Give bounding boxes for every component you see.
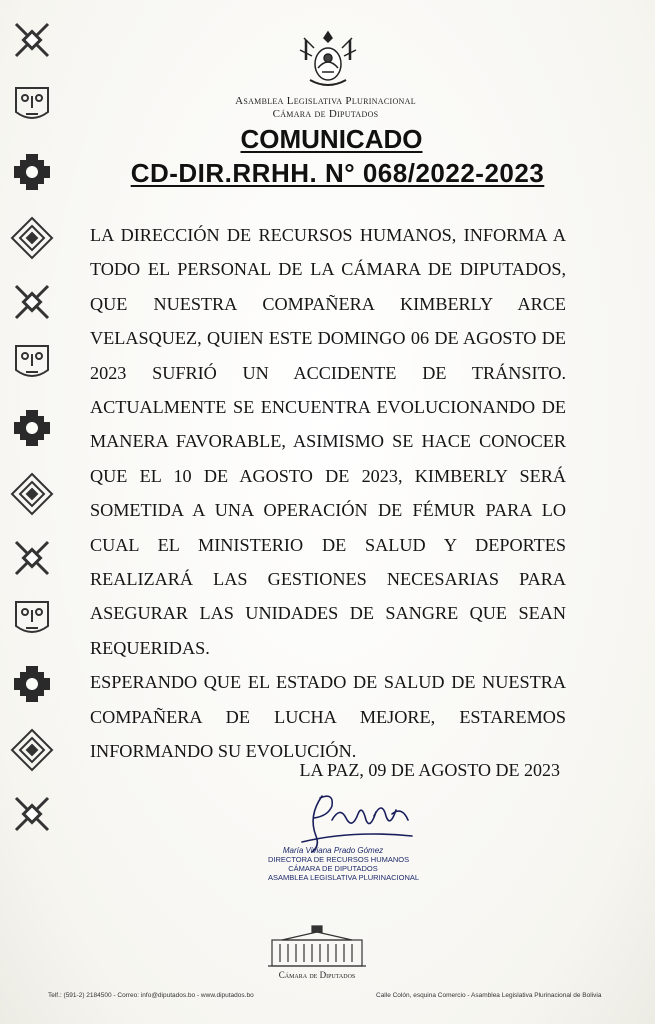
- stamp-line-1: DIRECTORA DE RECURSOS HUMANOS: [268, 855, 410, 864]
- coat-of-arms-icon: [296, 28, 360, 92]
- stepped-cross-icon: [10, 406, 54, 450]
- communique-body: [90, 218, 566, 769]
- x-motif-icon: [10, 536, 54, 580]
- x-motif-icon: [10, 280, 54, 324]
- document-title: COMUNICADO: [240, 124, 423, 154]
- place-date: LA PAZ, 09 DE AGOSTO DE 2023: [299, 760, 560, 780]
- stepped-cross-icon: [10, 662, 54, 706]
- mask-face-icon: [10, 340, 54, 384]
- footer-logo-text: Cámara de Diputados: [278, 970, 356, 980]
- institution-line-2: Cámara de Diputados: [272, 108, 379, 120]
- institution-line-1: Asamblea Legislativa Plurinacional: [235, 95, 416, 107]
- footer-address: Calle Colón, esquina Comercio - Asamblea Legislativa Plurinacional de Bolivia: [376, 992, 602, 999]
- body-paragraph-2: ESPERANDO QUE EL ESTADO DE SALUD DE NUESTRA COMPAÑERA DE LUCHA MEJORE, ESTAREMOS INFORMANDO SU EVOLUCIÓN.: [90, 672, 566, 762]
- lattice-icon: [10, 216, 54, 260]
- x-motif-icon: [10, 18, 54, 62]
- body-paragraph-1: LA DIRECCIÓN DE RECURSOS HUMANOS, INFORMA A TODO EL PERSONAL DE LA CÁMARA DE DIPUTADOS, QUE NUESTRA COMPAÑERA KIMBERLY ARCE VELASQUEZ, QUIEN ESTE DOMINGO 06 DE AGOSTO DE 2023 SUFRIÓ UN ACCIDENTE DE TRÁNSITO. ACTUALMENTE SE ENCUENTRA EVOLUCIONANDO DE MANERA FAVORABLE, ASIMISMO SE HACE CONOCER QUE EL 10 DE AGOSTO DE 2023, KIMBERLY SERÁ SOMETIDA A UNA OPERACIÓN DE FÉMUR PARA LO CUAL EL MINISTERIO DE SALUD Y DEPORTES REALIZARÁ LAS GESTIONES NECESARIAS PARA ASEGURAR LAS UNIDADES DE SANGRE QUE SEAN REQUERIDAS.: [90, 225, 566, 658]
- mask-face-icon: [10, 596, 54, 640]
- x-motif-icon: [10, 792, 54, 836]
- lattice-icon: [10, 728, 54, 772]
- stamp-line-3: ASAMBLEA LEGISLATIVA PLURINACIONAL: [268, 873, 420, 882]
- official-stamp: [268, 846, 420, 882]
- document-reference: CD-DIR.RRHH. N° 068/2022-2023: [130, 158, 545, 188]
- stamp-name: María Viviana Prado Gómez: [282, 846, 384, 855]
- footer-contact: Telf.: (591-2) 2184500 - Correo: info@diputados.bo - www.diputados.bo: [48, 992, 254, 999]
- stamp-line-2: CÁMARA DE DIPUTADOS: [288, 864, 378, 873]
- lattice-icon: [10, 472, 54, 516]
